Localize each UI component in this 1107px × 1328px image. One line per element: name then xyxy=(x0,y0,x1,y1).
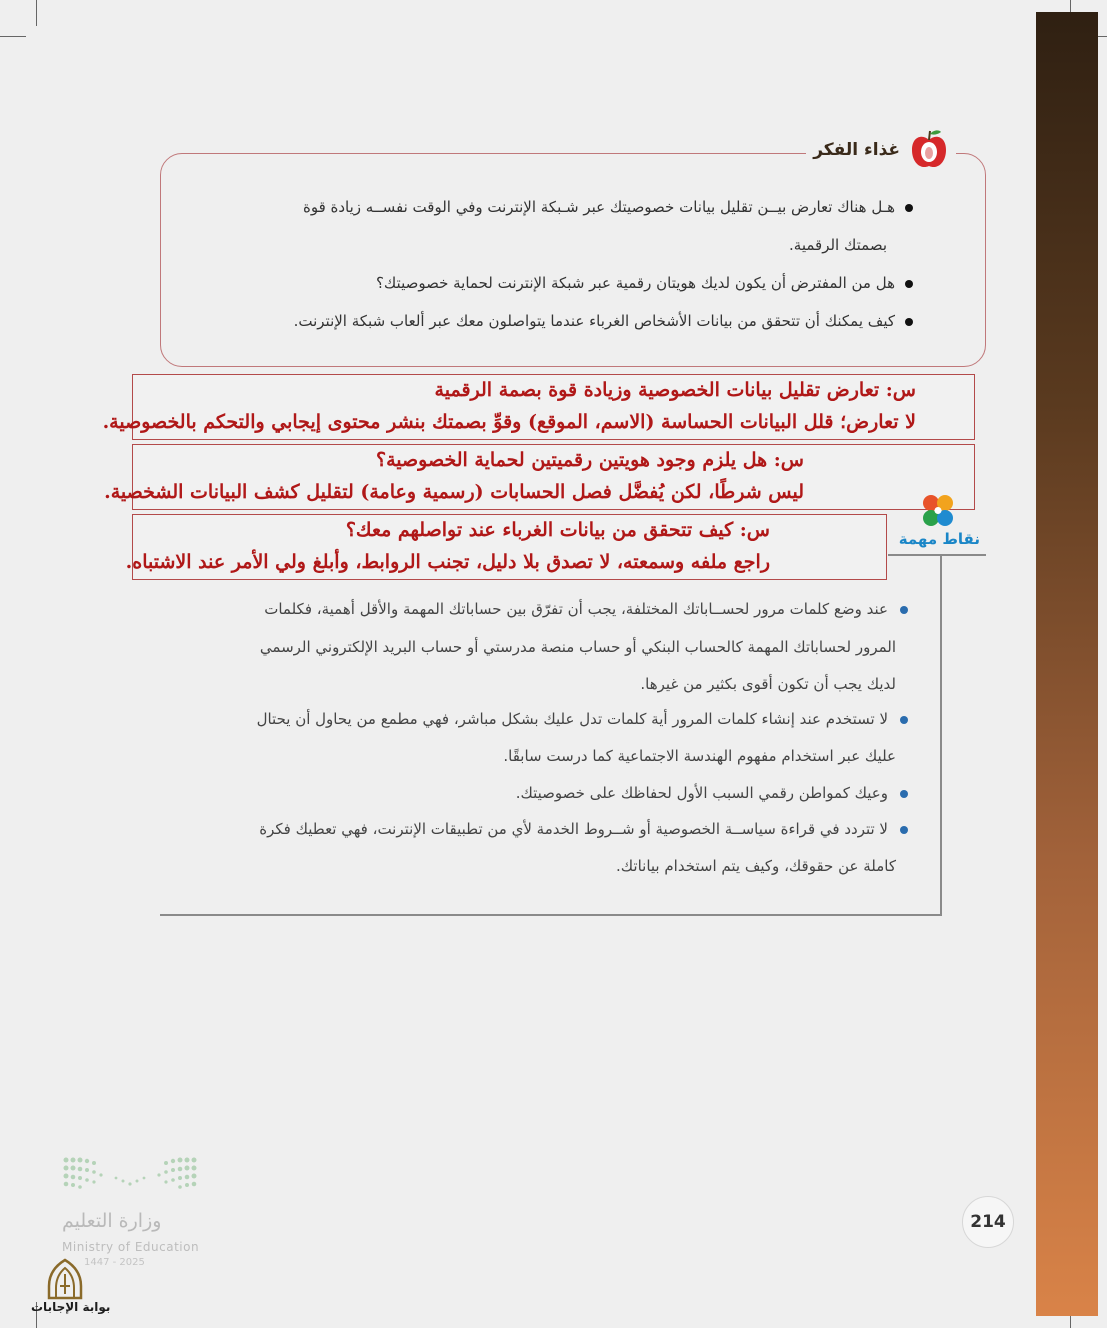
thought-bullet-1-cont: بصمتك الرقمية. xyxy=(789,236,887,254)
portal-label: بوابة الإجابات xyxy=(31,1300,111,1314)
food-for-thought-title: غذاء الفكر xyxy=(813,140,900,160)
important-point-4-cont: كاملة عن حقوقك، وكيف يتم استخدام بياناتك. xyxy=(616,857,896,875)
answer-question: س: كيف تتحقق من بيانات الغرباء عند تواصلهم معك؟ xyxy=(345,519,770,541)
important-point-1-cont: لديك يجب أن تكون أقوى بكثير من غيرها. xyxy=(640,675,896,693)
answer-text: لا تعارض؛ قلل البيانات الحساسة (الاسم، الموقع) وقوِّ بصمتك بنشر محتوى إيجابي والتحكم بالخصوصية. xyxy=(102,411,916,433)
bullet-icon xyxy=(905,204,913,212)
ministry-name-ar: وزارة التعليم xyxy=(62,1210,162,1232)
thought-bullet-2: هل من المفترض أن يكون لديك هويتان رقمية عبر شبكة الإنترنت لحماية خصوصيتك؟ xyxy=(376,274,913,292)
answer-text: ليس شرطًا، لكن يُفضَّل فصل الحسابات (رسمية وعامة) لتقليل كشف البيانات الشخصية. xyxy=(104,481,804,503)
answer-question: س: تعارض تقليل بيانات الخصوصية وزيادة قوة بصمة الرقمية xyxy=(434,379,916,401)
answer-box-1 xyxy=(102,374,975,440)
important-point-2: لا تستخدم عند إنشاء كلمات المرور أية كلمات تدل عليك بشكل مباشر، فهي مطمع من يحاول أن يحتال xyxy=(257,710,908,728)
answer-box-2 xyxy=(104,444,975,510)
bullet-icon xyxy=(905,280,913,288)
food-for-thought-header xyxy=(806,124,956,176)
bullet-icon xyxy=(900,826,908,834)
ministry-name-en: Ministry of Education xyxy=(62,1240,200,1254)
food-for-thought-box xyxy=(160,153,986,367)
important-point-1-cont: المرور لحساباتك المهمة كالحساب البنكي أو حساب منصة مدرستي أو حساب البريد الإلكتروني الرسمي xyxy=(259,638,896,656)
flower-icon xyxy=(918,492,958,530)
bullet-icon xyxy=(900,716,908,724)
thought-bullet-1: هـل هناك تعارض بيــن تقليل بيانات خصوصيتك عبر شـبكة الإنترنت وفي الوقت نفســه زيادة قوة xyxy=(303,198,913,216)
crop-mark xyxy=(0,36,26,37)
decorative-side-bar xyxy=(1036,12,1098,1316)
page-number: 214 xyxy=(962,1196,1014,1248)
important-points-header xyxy=(888,492,986,558)
important-points-label: نقاط مهمة xyxy=(898,530,980,548)
crop-mark xyxy=(36,0,37,26)
bullet-icon xyxy=(900,790,908,798)
ministry-year: 1447 - 2025 xyxy=(84,1257,145,1268)
thought-bullet-3: كيف يمكنك أن تتحقق من بيانات الأشخاص الغرباء عندما يتواصلون معك عبر ألعاب شبكة الإنترنت. xyxy=(294,312,913,330)
bullet-icon xyxy=(905,318,913,326)
ministry-logo-icon xyxy=(62,1154,198,1198)
portal-logo-icon xyxy=(45,1258,85,1300)
answer-text: راجع ملفه وسمعته، لا تصدق بلا دليل، تجنب الروابط، وأبلغ ولي الأمر عند الاشتباه. xyxy=(125,551,770,573)
important-point-1: عند وضع كلمات مرور لحســاباتك المختلفة، يجب أن تفرّق بين حساباتك المهمة والأقل أهمية، فكلمات xyxy=(264,600,908,618)
important-point-3: وعيك كمواطن رقمي السبب الأول لحفاظك على خصوصيتك. xyxy=(516,784,908,802)
bullet-icon xyxy=(900,606,908,614)
apple-icon xyxy=(908,128,950,172)
important-point-4: لا تتردد في قراءة سياســة الخصوصية أو شــروط الخدمة لأي من تطبيقات الإنترنت، فهي تعطيك فكرة xyxy=(259,820,908,838)
important-point-2-cont: عليك عبر استخدام مفهوم الهندسة الاجتماعية كما درست سابقًا. xyxy=(503,747,896,765)
answer-question: س: هل يلزم وجود هويتين رقميتين لحماية الخصوصية؟ xyxy=(376,449,804,471)
